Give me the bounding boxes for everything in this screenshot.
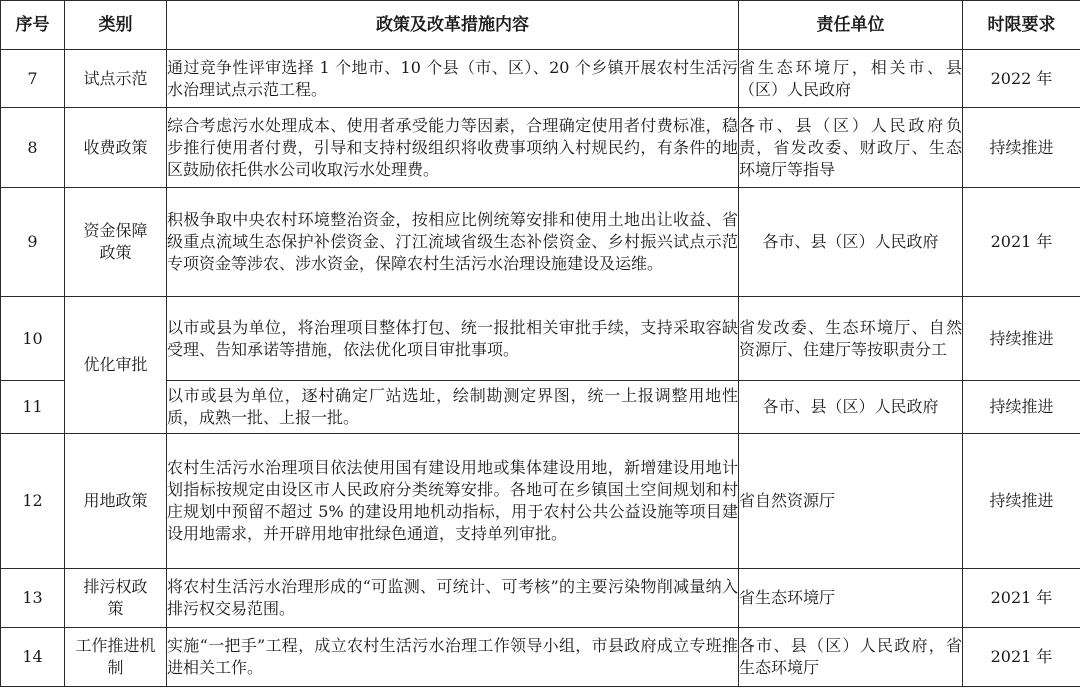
header-unit: 责任单位 [739, 1, 963, 50]
row-category: 试点示范 [65, 50, 167, 108]
row-content: 通过竞争性评审选择 1 个地市、10 个县（市、区）、20 个乡镇开展农村生活污水治理试点示范工程。 [167, 50, 739, 108]
row-deadline: 2021 年 [963, 188, 1080, 297]
header-row [1, 1, 1080, 50]
row-content: 以市或县为单位，将治理项目整体打包、统一报批相关审批手续，支持采取容缺受理、告知承诺等措施，依法优化项目审批事项。 [167, 297, 739, 381]
row-seq: 11 [1, 381, 65, 434]
row-unit: 各市、县（区）人民政府 [739, 381, 963, 434]
row-seq: 10 [1, 297, 65, 381]
row-unit: 各市、县（区）人民政府负责，省发改委、财政厅、生态环境厅等指导 [739, 108, 963, 188]
table-row [1, 628, 1080, 687]
table-row [1, 569, 1080, 628]
table-row [1, 434, 1080, 569]
row-deadline: 2021 年 [963, 628, 1080, 687]
row-seq: 8 [1, 108, 65, 188]
row-unit: 各市、县（区）人民政府，省生态环境厅 [739, 628, 963, 687]
table-row [1, 108, 1080, 188]
row-deadline: 持续推进 [963, 108, 1080, 188]
table-row [1, 297, 1080, 381]
row-category-merged: 优化审批 [65, 297, 167, 434]
row-deadline: 持续推进 [963, 381, 1080, 434]
row-seq: 7 [1, 50, 65, 108]
row-deadline: 持续推进 [963, 297, 1080, 381]
row-content: 积极争取中央农村环境整治资金，按相应比例统筹安排和使用土地出让收益、省级重点流域生态保护补偿资金、汀江流域省级生态补偿资金、乡村振兴试点示范专项资金等涉农、涉水资金，保障农村生活污水治理设施建设及运维。 [167, 188, 739, 297]
row-unit: 省生态环境厅 [739, 569, 963, 628]
row-deadline: 持续推进 [963, 434, 1080, 569]
row-content: 实施“一把手”工程，成立农村生活污水治理工作领导小组，市县政府成立专班推进相关工作。 [167, 628, 739, 687]
row-category: 排污权政策 [65, 569, 167, 628]
header-content: 政策及改革措施内容 [167, 1, 739, 50]
row-deadline: 2021 年 [963, 569, 1080, 628]
table-body [1, 50, 1080, 687]
table-row [1, 188, 1080, 297]
row-unit: 省生态环境厅，相关市、县（区）人民政府 [739, 50, 963, 108]
row-unit: 省发改委、生态环境厅、自然资源厅、住建厅等按职责分工 [739, 297, 963, 381]
row-seq: 14 [1, 628, 65, 687]
table-row [1, 50, 1080, 108]
row-content: 农村生活污水治理项目依法使用国有建设用地或集体建设用地，新增建设用地计划指标按规定由设区市人民政府分类统筹安排。各地可在乡镇国土空间规划和村庄规划中预留不超过 5% 的建设用地机动指标，用于农村公共公益设施等项目建设用地需求，并开辟用地审批绿色通道，支持单列审批。 [167, 434, 739, 569]
row-category: 用地政策 [65, 434, 167, 569]
row-deadline: 2022 年 [963, 50, 1080, 108]
row-content: 将农村生活污水治理形成的“可监测、可统计、可考核”的主要污染物削减量纳入排污权交易范围。 [167, 569, 739, 628]
header-category: 类别 [65, 1, 167, 50]
row-seq: 13 [1, 569, 65, 628]
row-content: 以市或县为单位，逐村确定厂站选址，绘制勘测定界图，统一上报调整用地性质，成熟一批、上报一批。 [167, 381, 739, 434]
row-seq: 12 [1, 434, 65, 569]
row-unit: 省自然资源厅 [739, 434, 963, 569]
row-unit: 各市、县（区）人民政府 [739, 188, 963, 297]
header-deadline: 时限要求 [963, 1, 1080, 50]
row-category: 工作推进机制 [65, 628, 167, 687]
row-content: 综合考虑污水处理成本、使用者承受能力等因素，合理确定使用者付费标准，稳步推行使用者付费，引导和支持村级组织将收费事项纳入村规民约，有条件的地区鼓励依托供水公司收取污水处理费。 [167, 108, 739, 188]
header-seq: 序号 [1, 1, 65, 50]
row-seq: 9 [1, 188, 65, 297]
row-category: 收费政策 [65, 108, 167, 188]
table-header [1, 1, 1080, 50]
row-category: 资金保障政策 [65, 188, 167, 297]
